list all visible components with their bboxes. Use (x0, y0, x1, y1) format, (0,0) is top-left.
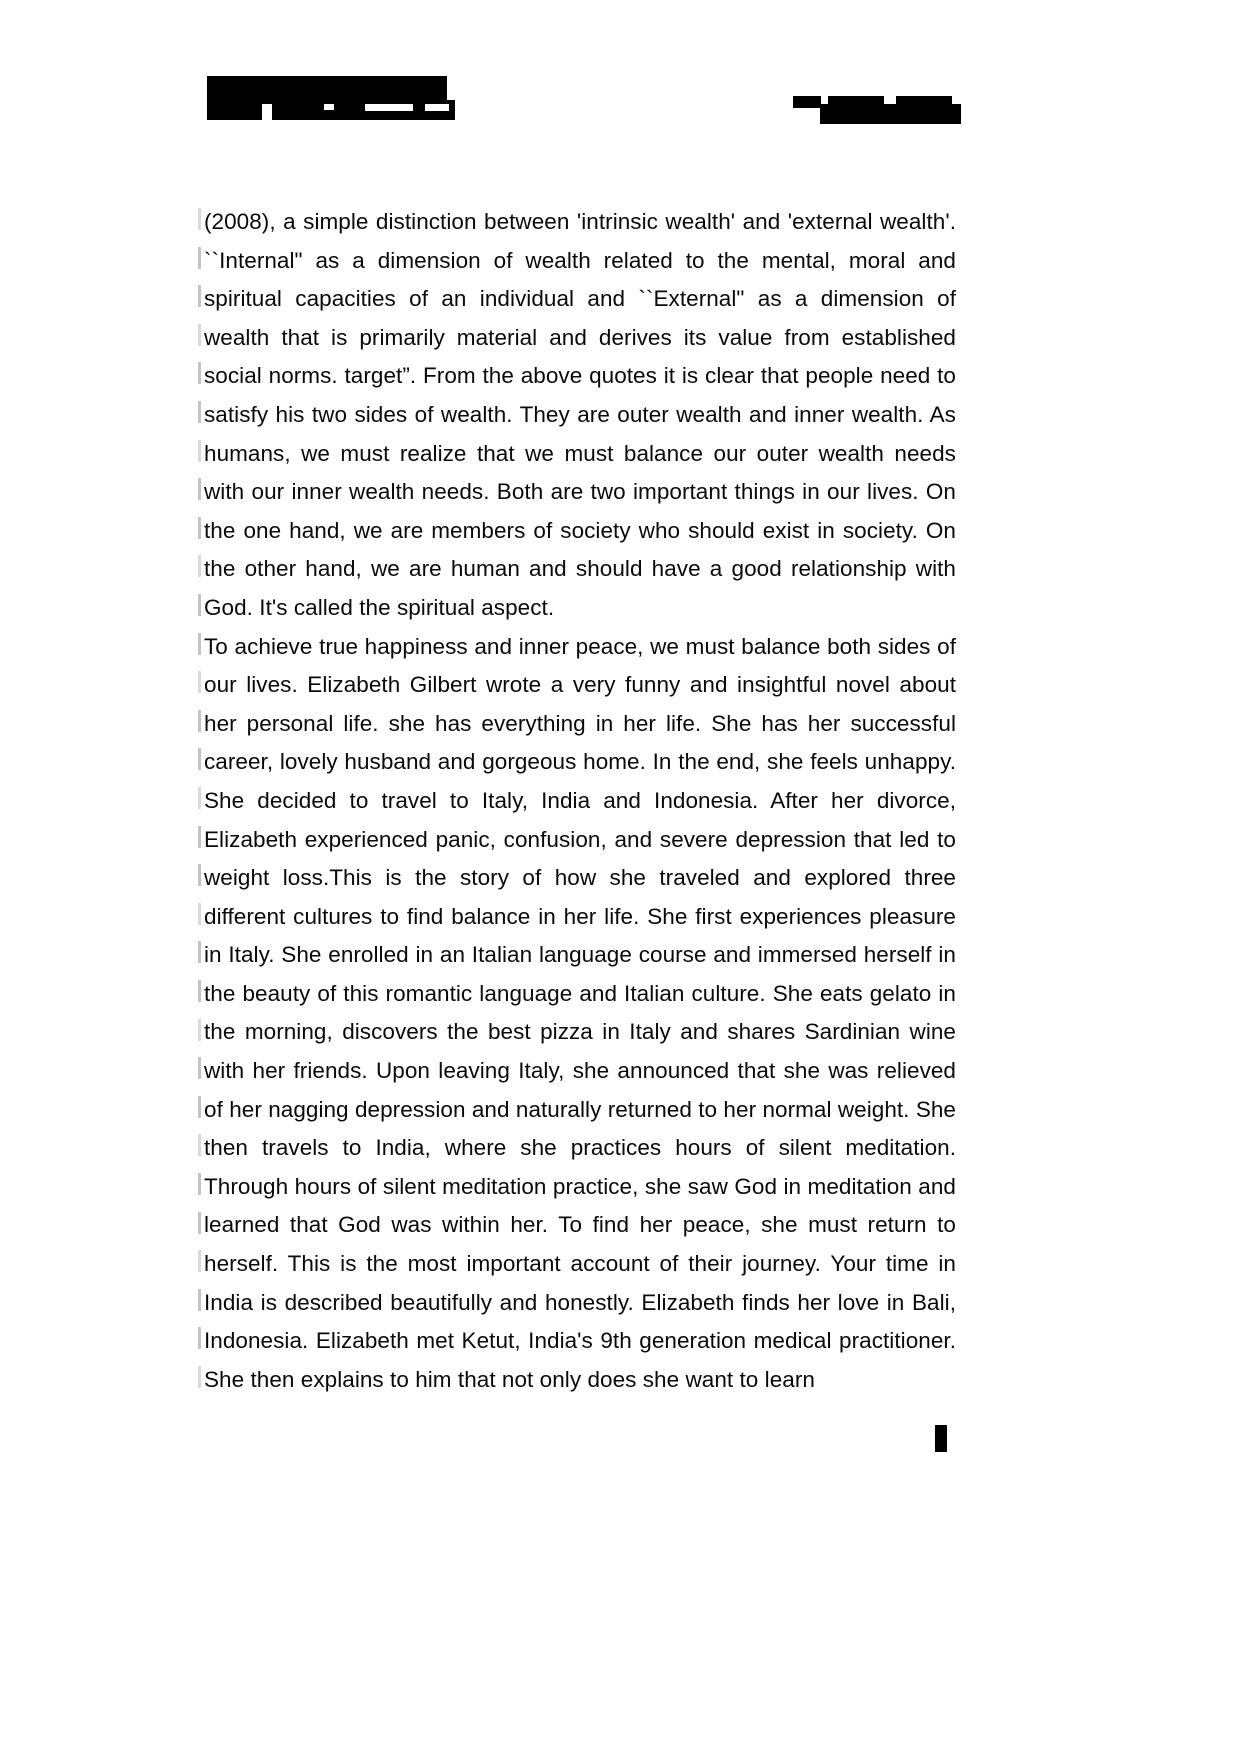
scan-tick (198, 941, 201, 963)
scan-tick (198, 285, 201, 307)
scan-tick (198, 1327, 201, 1349)
scan-tick (198, 208, 201, 230)
scan-tick (198, 555, 201, 577)
scan-tick (198, 247, 201, 269)
scan-tick (198, 787, 201, 809)
scan-tick (198, 864, 201, 886)
scan-tick (198, 710, 201, 732)
redaction-bar (232, 76, 447, 102)
redaction-bar (820, 104, 961, 124)
scan-tick (198, 980, 201, 1002)
scan-tick (198, 826, 201, 848)
scan-tick (198, 748, 201, 770)
scan-tick (198, 903, 201, 925)
redaction-bar (828, 96, 884, 105)
scan-tick (198, 401, 201, 423)
scan-tick (198, 1057, 201, 1079)
scan-tick (198, 1173, 201, 1195)
scan-tick (198, 362, 201, 384)
redaction-bar (207, 100, 455, 120)
document-body (204, 203, 956, 1399)
scan-tick (198, 1289, 201, 1311)
scan-tick (198, 478, 201, 500)
scan-tick (198, 633, 201, 655)
redacted-page-number (935, 1425, 947, 1452)
body-paragraph-2: To achieve true happiness and inner peace, we must balance both sides of our lives. Elizabeth Gilbert wrote a very funny and insightful novel about her personal life. she has everything in her life. She has her successful career, lovely husband and gorgeous home. In the end, she feels unhappy. She decided to travel to Italy, India and Indonesia. After her divorce, Elizabeth experienced panic, confusion, and severe depression that led to weight loss.This is the story of how she traveled and explored three different cultures to find balance in her life. She first experiences pleasure in Italy. She enrolled in an Italian language course and immersed herself in the beauty of this romantic language and Italian culture. She eats gelato in the morning, discovers the best pizza in Italy and shares Sardinian wine with her friends. Upon leaving Italy, she announced that she was relieved of her nagging depression and naturally returned to her normal weight. She then travels to India, where she practices hours of silent meditation. Through hours of silent meditation practice, she saw God in meditation and learned that God was within her. To find her peace, she must return to herself. This is the most important account of their journey. Your time in India is described beautifully and honestly. Elizabeth finds her love in Bali, Indonesia. Elizabeth met Ketut, India's 9th generation medical practitioner. She then explains to him that not only does she want to learn (204, 633, 956, 1392)
redaction-gap (262, 104, 272, 121)
scan-tick (198, 440, 201, 462)
scan-edge-artifact (198, 208, 203, 1398)
body-paragraph-1: (2008), a simple distinction between 'intrinsic wealth' and 'external wealth'. ``Internal" as a dimension of wealth related to the mental, moral and spiritual capacities of an individual and ``External" as a dimension of wealth that is primarily material and derives its value from established social norms. target”. From the above quotes it is clear that people need to satisfy his two sides of wealth. They are outer wealth and inner wealth. As humans, we must realize that we must balance our outer wealth needs with our inner wealth needs. Both are two important things in our lives. On the one hand, we are members of society who should exist in society. On the other hand, we are human and should have a good relationship with God. It's called the spiritual aspect. (204, 209, 956, 620)
scan-tick (198, 671, 201, 693)
scan-tick (198, 1134, 201, 1156)
scan-tick (198, 1019, 201, 1041)
scan-tick (198, 517, 201, 539)
scan-tick (198, 1212, 201, 1234)
redaction-bar (896, 96, 952, 105)
redaction-gap (324, 104, 334, 110)
scan-tick (198, 324, 201, 346)
page-header (0, 0, 1240, 175)
redaction-gap (365, 104, 413, 111)
redaction-gap (425, 104, 449, 111)
scan-tick (198, 1366, 201, 1388)
scan-tick (198, 1250, 201, 1272)
redaction-bar (793, 96, 821, 108)
scan-tick (198, 594, 201, 616)
scan-tick (198, 1096, 201, 1118)
